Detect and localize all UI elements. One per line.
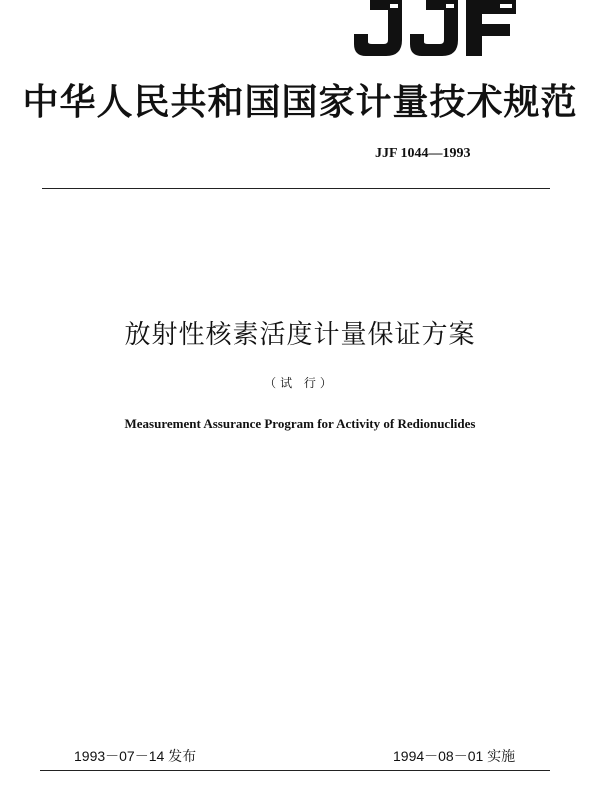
trial-note: （试 行）	[264, 376, 336, 390]
jjf-logo-icon	[350, 0, 520, 60]
issue-date: 1993－07－14 发布	[74, 748, 197, 764]
top-divider	[42, 188, 550, 189]
document-title-zh: 放射性核素活度计量保证方案	[124, 320, 476, 350]
bottom-divider	[40, 770, 550, 771]
standard-code: JJF 1044—1993	[375, 146, 471, 161]
effective-date: 1994－08－01 实施	[393, 748, 516, 764]
jjf-logo	[350, 0, 520, 60]
national-standard-title: 中华人民共和国国家计量技术规范	[22, 81, 578, 123]
document-title-en: Measurement Assurance Program for Activity of Redionuclides	[124, 416, 476, 431]
